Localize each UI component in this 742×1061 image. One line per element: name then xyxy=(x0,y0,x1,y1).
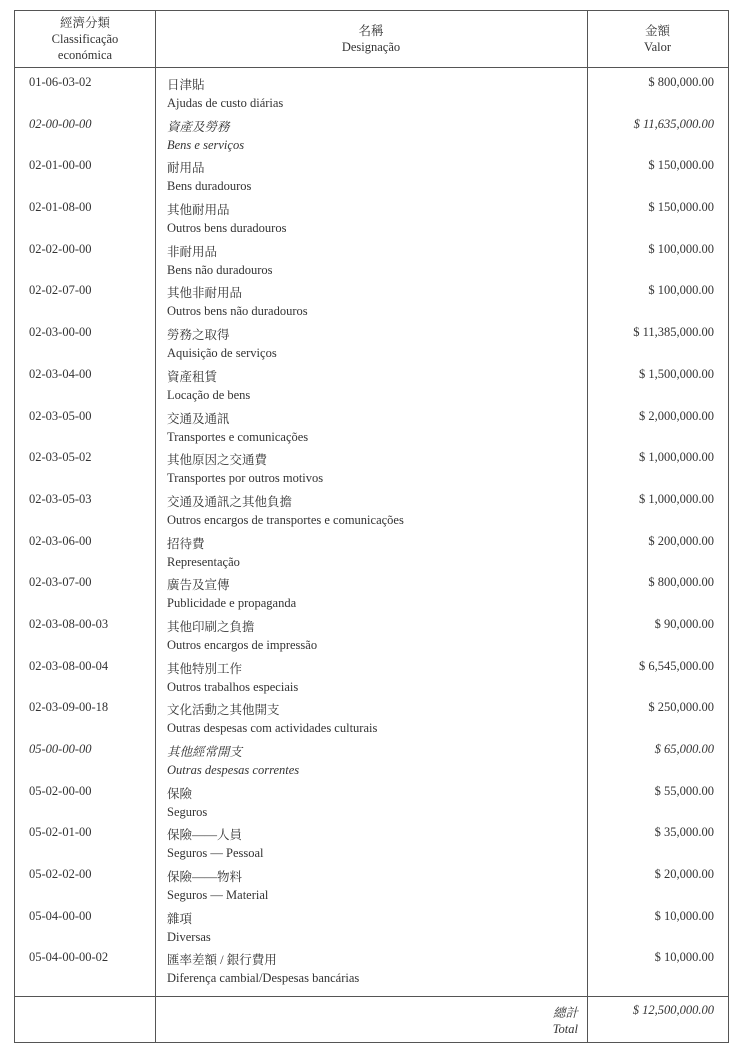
row-value: $ 90,000.00 xyxy=(654,616,714,631)
table-row xyxy=(15,192,728,234)
table-row xyxy=(15,109,728,151)
row-value: $ 2,000,000.00 xyxy=(639,408,714,423)
row-designation-pt: Outras despesas correntes xyxy=(167,763,300,777)
row-designation-zh: 匯率差額 / 銀行費用 xyxy=(167,953,277,968)
table-row xyxy=(15,317,728,359)
row-code: 02-03-06-00 xyxy=(29,533,92,548)
row-designation-pt: Seguros xyxy=(167,804,208,819)
row-designation-pt: Outros encargos de transportes e comunicações xyxy=(167,512,404,527)
table-row xyxy=(15,275,728,317)
table-row xyxy=(15,150,728,192)
row-designation-pt: Locação de bens xyxy=(167,387,251,402)
table-row xyxy=(15,401,728,443)
row-designation-pt: Seguros — Material xyxy=(167,888,269,903)
row-code: 02-01-00-00 xyxy=(29,158,92,173)
header-value-zh: 金額 xyxy=(644,24,670,38)
row-code: 02-02-07-00 xyxy=(29,283,92,298)
row-value: $ 1,000,000.00 xyxy=(639,491,714,506)
header-value-pt: Valor xyxy=(643,40,672,54)
total-row xyxy=(15,996,728,1042)
row-code: 05-02-00-00 xyxy=(29,783,92,798)
row-designation-zh: 雜項 xyxy=(167,911,193,926)
row-value: $ 35,000.00 xyxy=(654,825,714,840)
table-row xyxy=(15,942,728,984)
row-code: 05-04-00-00-02 xyxy=(29,950,109,965)
row-designation-zh: 非耐用品 xyxy=(167,244,218,259)
row-code: 02-03-00-00 xyxy=(29,325,92,340)
row-code: 02-03-07-00 xyxy=(29,575,92,590)
row-value: $ 100,000.00 xyxy=(648,283,714,298)
table-row xyxy=(15,651,728,693)
row-code: 05-02-02-00 xyxy=(29,867,92,882)
row-code: 01-06-03-02 xyxy=(29,75,92,89)
row-code: 02-03-08-00-03 xyxy=(29,616,109,631)
row-designation-zh: 招待費 xyxy=(167,536,205,551)
row-designation-pt: Outros trabalhos especiais xyxy=(167,679,299,694)
row-value: $ 11,385,000.00 xyxy=(633,325,714,340)
row-designation-pt: Bens e serviços xyxy=(167,137,245,152)
table-row xyxy=(15,359,728,401)
row-code: 02-03-05-03 xyxy=(29,491,92,506)
row-value: $ 10,000.00 xyxy=(654,950,714,965)
budget-table xyxy=(14,10,729,1043)
row-designation-pt: Publicidade e propaganda xyxy=(167,596,297,611)
table-row xyxy=(15,901,728,943)
row-designation-pt: Bens não duradouros xyxy=(167,262,273,277)
row-code: 02-03-05-02 xyxy=(29,450,92,465)
table-row xyxy=(15,567,728,609)
row-designation-zh: 資產租賃 xyxy=(167,369,218,384)
header-designation-zh: 名稱 xyxy=(358,24,384,38)
table-row xyxy=(15,817,728,859)
row-code: 05-00-00-00 xyxy=(29,742,92,756)
row-designation-zh: 耐用品 xyxy=(167,161,205,176)
row-value: $ 150,000.00 xyxy=(648,200,714,215)
table-row xyxy=(15,776,728,818)
row-designation-zh: 交通及通訊之其他負擔 xyxy=(167,494,293,509)
row-designation-pt: Outros bens duradouros xyxy=(167,221,287,236)
row-code: 02-03-09-00-18 xyxy=(29,700,109,715)
row-designation-zh: 保險——人員 xyxy=(167,828,243,843)
header-classification xyxy=(15,11,155,67)
total-label-pt: Total xyxy=(552,1022,578,1036)
row-designation-pt: Seguros — Pessoal xyxy=(167,846,264,861)
table-row xyxy=(15,234,728,276)
row-value: $ 10,000.00 xyxy=(654,908,714,923)
row-designation-zh: 文化活動之其他開支 xyxy=(167,703,280,718)
header-classification-pt2: económica xyxy=(57,48,113,62)
row-designation-zh: 其他耐用品 xyxy=(167,203,230,218)
table-row xyxy=(15,484,728,526)
row-value: $ 11,635,000.00 xyxy=(633,116,714,131)
row-value: $ 1,500,000.00 xyxy=(639,366,714,381)
table-row xyxy=(15,526,728,568)
row-designation-zh: 其他特別工作 xyxy=(167,661,243,676)
table-row xyxy=(15,859,728,901)
row-designation-pt: Outros bens não duradouros xyxy=(167,304,308,319)
row-value: $ 55,000.00 xyxy=(654,783,714,798)
row-code: 05-02-01-00 xyxy=(29,825,92,840)
header-classification-zh: 經濟分類 xyxy=(59,16,110,30)
row-designation-pt: Outros encargos de impressão xyxy=(167,637,318,652)
row-designation-pt: Transportes por outros motivos xyxy=(167,471,324,486)
row-designation-pt: Representação xyxy=(167,554,240,569)
row-designation-pt: Aquisição de serviços xyxy=(167,346,277,361)
table-row xyxy=(15,442,728,484)
row-value: $ 250,000.00 xyxy=(648,700,714,715)
row-code: 02-03-05-00 xyxy=(29,408,92,423)
row-designation-pt: Ajudas de custo diárias xyxy=(167,96,284,110)
table-row xyxy=(15,692,728,734)
row-designation-pt: Diferença cambial/Despesas bancárias xyxy=(167,971,360,986)
row-designation-zh: 其他原因之交通費 xyxy=(167,453,268,468)
row-designation-zh: 其他經常開支 xyxy=(167,745,243,759)
row-designation-zh: 其他非耐用品 xyxy=(167,286,243,301)
row-designation-zh: 資產及勞務 xyxy=(167,119,230,134)
total-label-zh: 總計 xyxy=(552,1006,578,1020)
header-designation xyxy=(155,11,587,67)
row-designation-pt: Transportes e comunicações xyxy=(167,429,309,444)
header-classification-pt: Classificação xyxy=(51,32,119,46)
total-value: $ 12,500,000.00 xyxy=(632,1003,714,1017)
row-designation-zh: 勞務之取得 xyxy=(167,328,230,343)
row-value: $ 6,545,000.00 xyxy=(639,658,714,673)
table-row xyxy=(15,67,728,109)
row-designation-zh: 交通及通訊 xyxy=(167,411,230,426)
row-designation-zh: 廣告及宣傳 xyxy=(167,578,230,593)
row-value: $ 1,000,000.00 xyxy=(639,450,714,465)
row-designation-zh: 保險 xyxy=(167,786,193,801)
row-value: $ 100,000.00 xyxy=(648,241,714,256)
row-value: $ 150,000.00 xyxy=(648,158,714,173)
table-body xyxy=(15,67,728,984)
row-code: 02-01-08-00 xyxy=(29,200,92,215)
row-value: $ 800,000.00 xyxy=(648,575,714,590)
row-code: 05-04-00-00 xyxy=(29,908,92,923)
header-designation-pt: Designação xyxy=(341,40,401,54)
table-row xyxy=(15,734,728,776)
row-code: 02-00-00-00 xyxy=(29,116,92,131)
row-designation-pt: Diversas xyxy=(167,929,211,944)
row-designation-zh: 其他印刷之負擔 xyxy=(167,619,255,634)
row-code: 02-03-08-00-04 xyxy=(29,658,109,673)
row-designation-pt: Bens duradouros xyxy=(167,179,252,194)
header-value xyxy=(587,11,728,67)
row-value: $ 200,000.00 xyxy=(648,533,714,548)
row-designation-pt: Outras despesas com actividades culturais xyxy=(167,721,378,736)
row-value: $ 65,000.00 xyxy=(654,742,714,756)
row-designation-zh: 日津貼 xyxy=(167,78,205,92)
row-code: 02-02-00-00 xyxy=(29,241,92,256)
row-value: $ 800,000.00 xyxy=(648,75,714,89)
row-value: $ 20,000.00 xyxy=(654,867,714,882)
row-designation-zh: 保險——物料 xyxy=(167,870,243,885)
row-code: 02-03-04-00 xyxy=(29,366,92,381)
table-row xyxy=(15,609,728,651)
